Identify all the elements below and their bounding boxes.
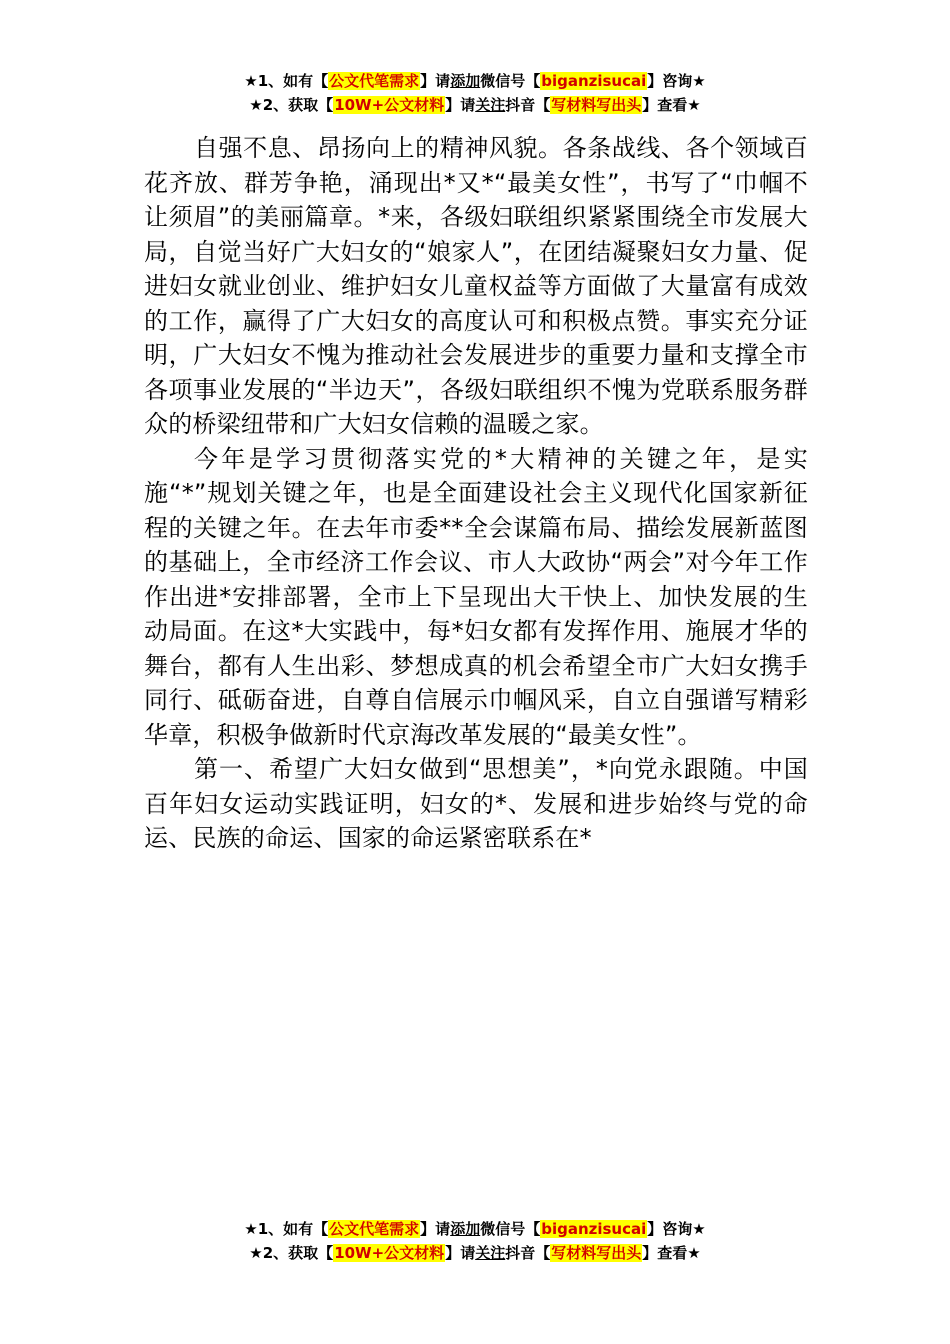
banner-text: 抖音【 xyxy=(505,1244,551,1262)
banner-text: 】咨询★ xyxy=(647,1220,706,1238)
paragraph: 今年是学习贯彻落实党的*大精神的关键之年，是实施“*”规划关键之年，也是全面建设社会主义现代化国家新征程的关键之年。在去年市委**全会谋篇布局、描绘发展新蓝图的基础上，全市经济工作会议、市人大政协“两会”对今年工作作出进*安排部署，全市上下呈现出大干快上、加快发展的生动局面。在这*大实践中，每*妇女都有发挥作用、施展才华的舞台，都有人生出彩、梦想成真的机会希望全市广大妇女携手同行、砥砺奋进，自尊自信展示巾帼风采，自立自强谱写精彩华章，积极争做新时代京海改革发展的“最美女性”。 xyxy=(144,444,808,749)
banner-text: ★2、获取【 xyxy=(249,1244,334,1262)
banner-line-1 xyxy=(0,1217,950,1241)
banner-text: 微信号【 xyxy=(480,72,541,90)
highlight-materials: 10W+公文材料 xyxy=(334,1244,445,1262)
underlined-text: 关注 xyxy=(475,1244,506,1262)
underlined-text: 关注 xyxy=(475,96,506,114)
highlight-materials: 10W+公文材料 xyxy=(334,96,445,114)
banner-text: 】请 xyxy=(420,1220,451,1238)
banner-text: 】查看★ xyxy=(642,96,701,114)
highlight-douyin: 写材料写出头 xyxy=(551,1244,642,1262)
banner-text: ★1、如有【 xyxy=(244,1220,329,1238)
banner-text: ★1、如有【 xyxy=(244,72,329,90)
paragraph: 自强不息、昂扬向上的精神风貌。各条战线、各个领域百花齐放、群芳争艳，涌现出*又*“最美女性”，书写了“巾帼不让须眉”的美丽篇章。*来，各级妇联组织紧紧围绕全市发展大局，自觉当好广大妇女的“娘家人”，在团结凝聚妇女力量、促进妇女就业创业、维护妇女儿童权益等方面做了大量富有成效的工作，赢得了广大妇女的高度认可和积极点赞。事实充分证明，广大妇女不愧为推动社会发展进步的重要力量和支撑全市各项事业发展的“半边天”，各级妇联组织不愧为党联系服务群众的桥梁纽带和广大妇女信赖的温暖之家。 xyxy=(144,134,808,438)
footer-banner xyxy=(0,1217,950,1265)
highlight-service: 公文代笔需求 xyxy=(329,72,420,90)
highlight-service: 公文代笔需求 xyxy=(329,1220,420,1238)
document-body xyxy=(144,131,808,856)
highlight-wechat-id: biganzisucai xyxy=(541,72,647,90)
underlined-text: 添加 xyxy=(450,72,481,90)
highlight-douyin: 写材料写出头 xyxy=(551,96,642,114)
underlined-text: 添加 xyxy=(450,1220,481,1238)
banner-text: 抖音【 xyxy=(505,96,551,114)
highlight-wechat-id: biganzisucai xyxy=(541,1220,647,1238)
banner-text: 】请 xyxy=(445,96,476,114)
paragraph: 第一、希望广大妇女做到“思想美”，*向党永跟随。中国百年妇女运动实践证明，妇女的*、发展和进步始终与党的命运、民族的命运、国家的命运紧密联系在* xyxy=(144,755,808,852)
banner-text: 】请 xyxy=(420,72,451,90)
banner-text: 】请 xyxy=(445,1244,476,1262)
banner-text: 】咨询★ xyxy=(647,72,706,90)
banner-text: 微信号【 xyxy=(480,1220,541,1238)
banner-line-2 xyxy=(0,1241,950,1265)
banner-text: 】查看★ xyxy=(642,1244,701,1262)
banner-text: ★2、获取【 xyxy=(249,96,334,114)
header-banner xyxy=(0,69,950,117)
banner-line-1 xyxy=(0,69,950,93)
banner-line-2 xyxy=(0,93,950,117)
